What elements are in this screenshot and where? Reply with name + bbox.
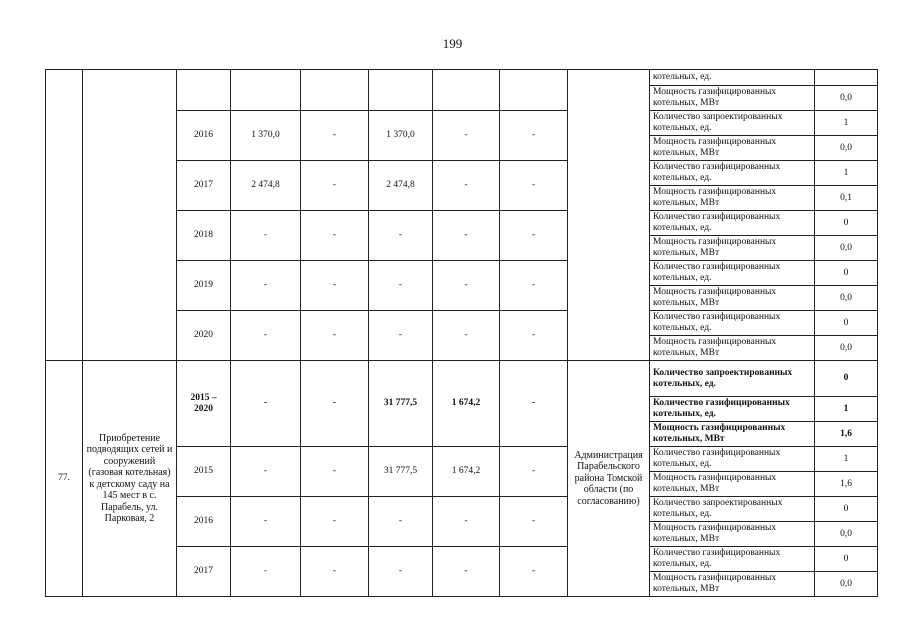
amount-cell [301, 70, 369, 111]
amount-cell: - [369, 311, 433, 361]
indicator-value: 1 [815, 161, 878, 186]
amount-cell: - [500, 547, 568, 597]
amount-cell: - [433, 311, 500, 361]
program-table [45, 69, 878, 597]
indicator-name: Количество газифицированных котельных, ед. [650, 397, 815, 422]
amount-cell: - [231, 361, 301, 447]
indicator-name: Мощность газифицированных котельных, МВт [650, 136, 815, 161]
amount-cell: - [231, 261, 301, 311]
amount-cell: - [433, 547, 500, 597]
amount-cell: - [369, 261, 433, 311]
year-cell: 2017 [177, 161, 231, 211]
indicator-value: 1,6 [815, 472, 878, 497]
indicator-value: 1 [815, 397, 878, 422]
amount-cell: 31 777,5 [369, 447, 433, 497]
amount-cell [500, 70, 568, 111]
indicator-value: 0 [815, 311, 878, 336]
year-cell: 2019 [177, 261, 231, 311]
indicator-value: 0 [815, 497, 878, 522]
amount-cell: - [301, 547, 369, 597]
indicator-name: Мощность газифицированных котельных, МВт [650, 572, 815, 597]
year-cell [177, 70, 231, 111]
amount-cell: - [500, 211, 568, 261]
row-number-cell [46, 70, 83, 361]
year-cell: 2015 [177, 447, 231, 497]
amount-cell: - [231, 497, 301, 547]
amount-cell: - [369, 547, 433, 597]
indicator-value: 1 [815, 111, 878, 136]
amount-cell: - [433, 161, 500, 211]
amount-cell: - [231, 211, 301, 261]
indicator-name: Количество газифицированных котельных, ед. [650, 311, 815, 336]
indicator-name: Количество газифицированных котельных, ед. [650, 161, 815, 186]
amount-cell: 1 370,0 [369, 111, 433, 161]
amount-cell: - [369, 497, 433, 547]
indicator-name: Мощность газифицированных котельных, МВт [650, 472, 815, 497]
indicator-name: Мощность газифицированных котельных, МВт [650, 86, 815, 111]
year-cell: 2020 [177, 311, 231, 361]
indicator-name: Мощность газифицированных котельных, МВт [650, 522, 815, 547]
amount-cell: - [500, 447, 568, 497]
indicator-name: Количество газифицированных котельных, ед. [650, 261, 815, 286]
amount-cell: - [231, 547, 301, 597]
amount-cell [433, 70, 500, 111]
indicator-value: 0,0 [815, 286, 878, 311]
amount-cell: - [500, 111, 568, 161]
indicator-value: 0 [815, 261, 878, 286]
project-name-cell [83, 70, 177, 361]
indicator-value: 0 [815, 547, 878, 572]
year-cell: 2016 [177, 111, 231, 161]
indicator-name: Количество газифицированных котельных, ед. [650, 547, 815, 572]
row-number-cell: 77. [46, 361, 83, 597]
indicator-value [815, 70, 878, 86]
indicator-value: 0 [815, 211, 878, 236]
amount-cell: - [301, 497, 369, 547]
indicator-name: Количество газифицированных котельных, ед. [650, 447, 815, 472]
amount-cell: - [500, 261, 568, 311]
amount-cell: 2 474,8 [369, 161, 433, 211]
executor-cell: Администрация Парабельского района Томской области (по согласованию) [568, 361, 650, 597]
indicator-value: 0,0 [815, 236, 878, 261]
indicator-value: 0,1 [815, 186, 878, 211]
indicator-name: Мощность газифицированных котельных, МВт [650, 336, 815, 361]
year-cell: 2015 – 2020 [177, 361, 231, 447]
indicator-value: 0,0 [815, 572, 878, 597]
amount-cell: - [301, 261, 369, 311]
year-cell: 2016 [177, 497, 231, 547]
indicator-name: котельных, ед. [650, 70, 815, 86]
page-number: 199 [442, 36, 463, 51]
indicator-value: 1,6 [815, 422, 878, 447]
amount-cell: - [231, 447, 301, 497]
indicator-value: 0,0 [815, 522, 878, 547]
amount-cell: 31 777,5 [369, 361, 433, 447]
amount-cell: - [433, 211, 500, 261]
indicator-value: 0,0 [815, 336, 878, 361]
indicator-name: Мощность газифицированных котельных, МВт [650, 186, 815, 211]
amount-cell: 2 474,8 [231, 161, 301, 211]
amount-cell: - [433, 497, 500, 547]
amount-cell: - [500, 497, 568, 547]
amount-cell: 1 370,0 [231, 111, 301, 161]
indicator-value: 0,0 [815, 136, 878, 161]
executor-cell [568, 70, 650, 361]
indicator-name: Мощность газифицированных котельных, МВт [650, 236, 815, 261]
amount-cell: - [500, 361, 568, 447]
indicator-name: Мощность газифицированных котельных, МВт [650, 286, 815, 311]
indicator-value: 1 [815, 447, 878, 472]
year-cell: 2017 [177, 547, 231, 597]
amount-cell: - [301, 447, 369, 497]
indicator-name: Количество запроектированных котельных, ед. [650, 497, 815, 522]
amount-cell: - [500, 161, 568, 211]
indicator-value: 0 [815, 361, 878, 397]
indicator-name: Количество газифицированных котельных, ед. [650, 211, 815, 236]
amount-cell: 1 674,2 [433, 361, 500, 447]
amount-cell: 1 674,2 [433, 447, 500, 497]
amount-cell: - [433, 261, 500, 311]
amount-cell: - [369, 211, 433, 261]
indicator-name: Количество запроектированных котельных, ед. [650, 361, 815, 397]
amount-cell: - [301, 161, 369, 211]
amount-cell: - [301, 361, 369, 447]
indicator-value: 0,0 [815, 86, 878, 111]
amount-cell: - [231, 311, 301, 361]
amount-cell: - [301, 311, 369, 361]
amount-cell [231, 70, 301, 111]
project-name-cell: Приобретение подводящих сетей и сооружений (газовая котельная) к детскому саду на 145 мест в с. Парабель, ул. Парковая, 2 [83, 361, 177, 597]
amount-cell: - [301, 211, 369, 261]
amount-cell: - [500, 311, 568, 361]
indicator-name: Количество запроектированных котельных, ед. [650, 111, 815, 136]
amount-cell: - [433, 111, 500, 161]
amount-cell: - [301, 111, 369, 161]
amount-cell [369, 70, 433, 111]
year-cell: 2018 [177, 211, 231, 261]
indicator-name: Мощность газифицированных котельных, МВт [650, 422, 815, 447]
